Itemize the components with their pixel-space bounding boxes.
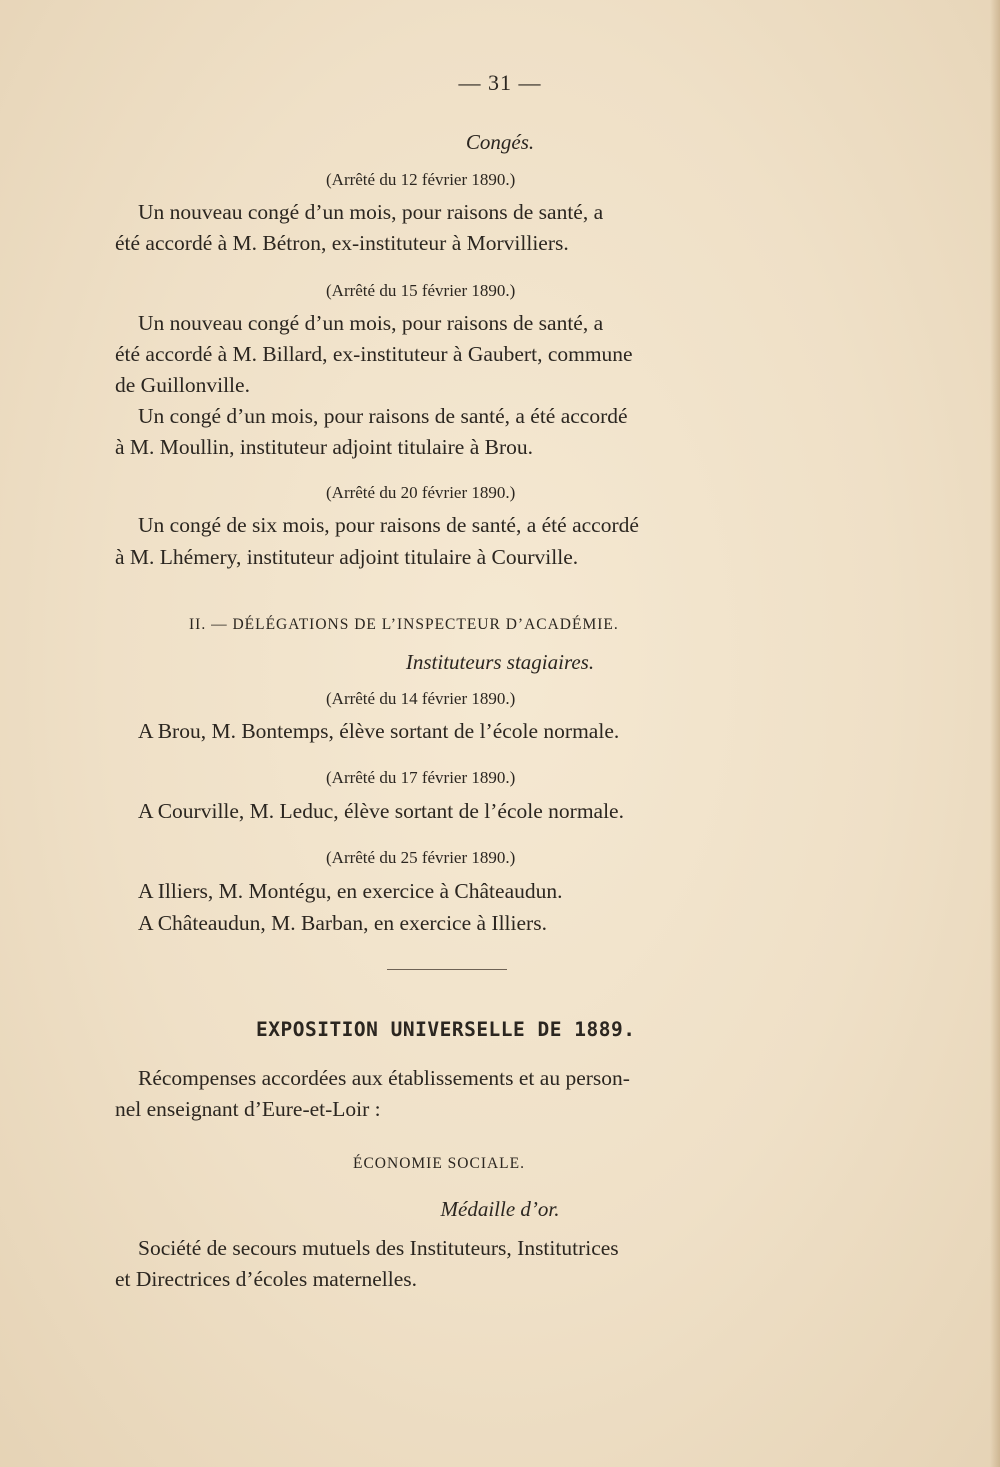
decree-date: (Arrêté du 25 février 1890.) — [326, 848, 516, 867]
text-line: à M. Moullin, instituteur adjoint titulaire à Brou. — [115, 435, 534, 459]
decree-date: (Arrêté du 20 février 1890.) — [326, 483, 516, 502]
text-line: A Brou, M. Bontemps, élève sortant de l’école normale. — [138, 719, 620, 743]
text-line: été accordé à M. Bétron, ex-instituteur à Morvilliers. — [115, 231, 569, 255]
decree-date: (Arrêté du 15 février 1890.) — [326, 281, 516, 300]
text-line: A Illiers, M. Montégu, en exercice à Châteaudun. — [138, 879, 563, 903]
text-line: et Directrices d’écoles maternelles. — [115, 1267, 418, 1291]
decree-date: (Arrêté du 12 février 1890.) — [326, 170, 516, 189]
decree-date: (Arrêté du 17 février 1890.) — [326, 768, 516, 787]
subheading-instituteurs-stagiaires: Instituteurs stagiaires. — [405, 650, 595, 674]
text-line: Société de secours mutuels des Instituteurs, Institutrices — [138, 1236, 619, 1260]
text-line: A Courville, M. Leduc, élève sortant de l’école normale. — [138, 799, 624, 823]
text-line: Un congé de six mois, pour raisons de santé, a été accordé — [138, 513, 639, 537]
text-line: Un nouveau congé d’un mois, pour raisons de santé, a — [138, 200, 604, 224]
text-line: été accordé à M. Billard, ex-instituteur à Gaubert, commune — [115, 342, 633, 366]
text-line: à M. Lhémery, instituteur adjoint titulaire à Courville. — [115, 545, 579, 569]
section-heading-conges: Congés. — [465, 130, 535, 154]
decree-date: (Arrêté du 14 février 1890.) — [326, 689, 516, 708]
text-line: A Châteaudun, M. Barban, en exercice à Illiers. — [138, 911, 547, 935]
exposition-title: EXPOSITION UNIVERSELLE DE 1889. — [256, 1018, 636, 1041]
page-number: — 31 — — [458, 70, 542, 95]
text-line: de Guillonville. — [115, 373, 250, 397]
section-heading-economie-sociale: ÉCONOMIE SOCIALE. — [353, 1155, 525, 1172]
text-line: Un nouveau congé d’un mois, pour raisons de santé, a — [138, 311, 604, 335]
text-line: nel enseignant d’Eure-et-Loir : — [115, 1097, 381, 1121]
section-divider — [387, 969, 507, 970]
award-heading: Médaille d’or. — [440, 1197, 560, 1221]
text-line: Un congé d’un mois, pour raisons de santé, a été accordé — [138, 404, 628, 428]
section-heading-delegations: II. — DÉLÉGATIONS DE L’INSPECTEUR D’ACADÉMIE. — [189, 616, 619, 633]
text-line: Récompenses accordées aux établissements et au person- — [138, 1066, 630, 1090]
page-edge-shadow — [990, 0, 1000, 1467]
